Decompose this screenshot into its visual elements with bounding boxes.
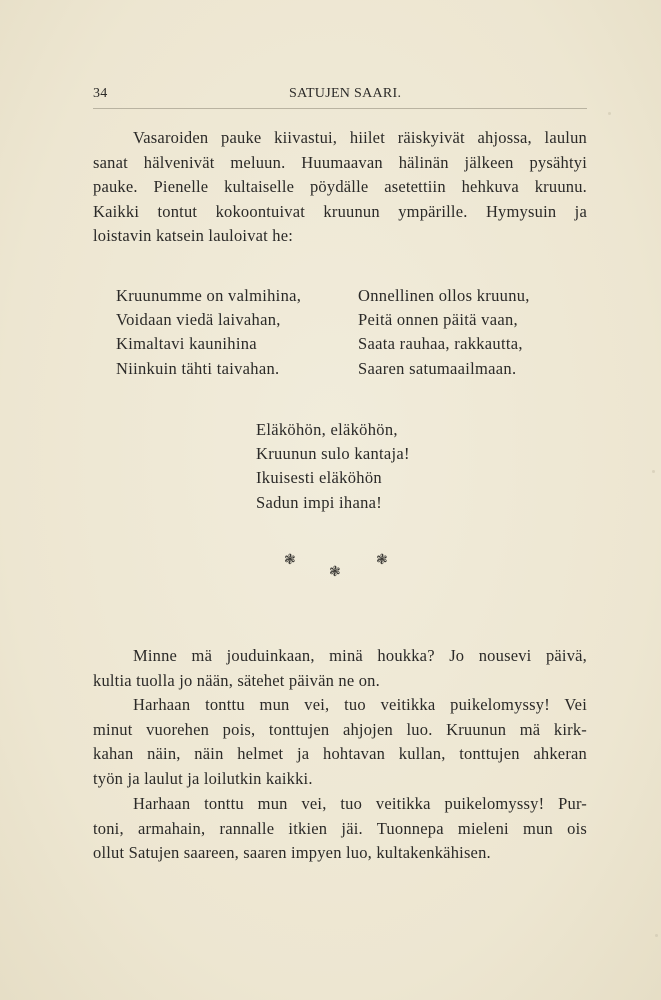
verse-left-stanza [116, 284, 301, 381]
asterism-star-icon: ❃ [329, 564, 341, 580]
paper-speck [652, 470, 655, 473]
verse-line: Kruunumme on valmihina, [116, 286, 302, 305]
asterism-star-icon: ❃ [284, 552, 296, 568]
paragraph [93, 693, 587, 791]
verse-line: Niinkuin tähti taivahan. [116, 358, 280, 378]
text-line: Vasaroiden pauke kiivastui, hiilet räiskyivät ahjossa, laulun [133, 128, 587, 147]
text-line: toni, armahain, rannalle itkien jäi. Tuonnepa mieleni mun ois [93, 818, 587, 838]
paragraph [93, 792, 587, 866]
text-line: pauke. Pienelle kultaiselle pöydälle asetettiin hehkuva kruunu. [93, 177, 587, 196]
paper-speck [608, 112, 611, 115]
text-line: Minne mä jouduinkaan, minä houkka? Jo nousevi päivä, [133, 646, 587, 665]
verse-center-stanza [256, 418, 410, 515]
verse-line: Kruunun sulo kantaja! [256, 444, 410, 464]
text-line: minut vuorehen pois, tonttujen ahjojen luo. Kruunun mä kirk- [93, 719, 587, 739]
text-line: kultia tuolla jo nään, sätehet päivän ne on. [93, 670, 380, 690]
verse-line: Ikuisesti eläköhön [256, 468, 382, 488]
paragraph-intro [93, 126, 587, 249]
asterism-star-icon: ❃ [376, 552, 388, 568]
verse-line: Voidaan viedä laivahan, [116, 310, 281, 330]
text-line: Kaikki tontut kokoontuivat kruunun ympärille. Hymysuin ja [93, 201, 587, 221]
text-line: ollut Satujen saareen, saaren impyen luo, kultakenkähisen. [93, 843, 491, 862]
verse-line: Eläköhön, eläköhön, [256, 420, 398, 439]
verse-line: Peitä onnen päitä vaan, [358, 310, 518, 330]
running-header [93, 86, 587, 106]
verse-right-stanza [358, 284, 530, 381]
running-title: SATUJEN SAARI. [289, 86, 402, 101]
text-line: työn ja laulut ja loilutkin kaikki. [93, 768, 313, 788]
paper-speck [655, 934, 658, 937]
header-rule [93, 108, 587, 109]
verse-line: Onnellinen ollos kruunu, [358, 286, 530, 305]
verse-line: Kimaltavi kaunihina [116, 334, 257, 354]
verse-line: Saata rauhaa, rakkautta, [358, 334, 523, 354]
verse-line: Sadun impi ihana! [256, 492, 383, 512]
paragraph [93, 644, 587, 693]
text-line: sanat hälvenivät meluun. Huumaavan hälinän jälkeen pysähtyi [93, 152, 587, 172]
page-number: 34 [93, 86, 108, 101]
text-line: kahan näin, näin helmet ja hohtavan kullan, tonttujen ahkeran [93, 744, 587, 763]
text-line: loistavin katsein lauloivat he: [93, 226, 294, 245]
text-line: Harhaan tonttu mun vei, tuo veitikka puikelomyssy! Pur- [133, 794, 587, 813]
verse-line: Saaren satumaailmaan. [358, 358, 517, 378]
text-line: Harhaan tonttu mun vei, tuo veitikka puikelomyssy! Vei [133, 695, 587, 714]
